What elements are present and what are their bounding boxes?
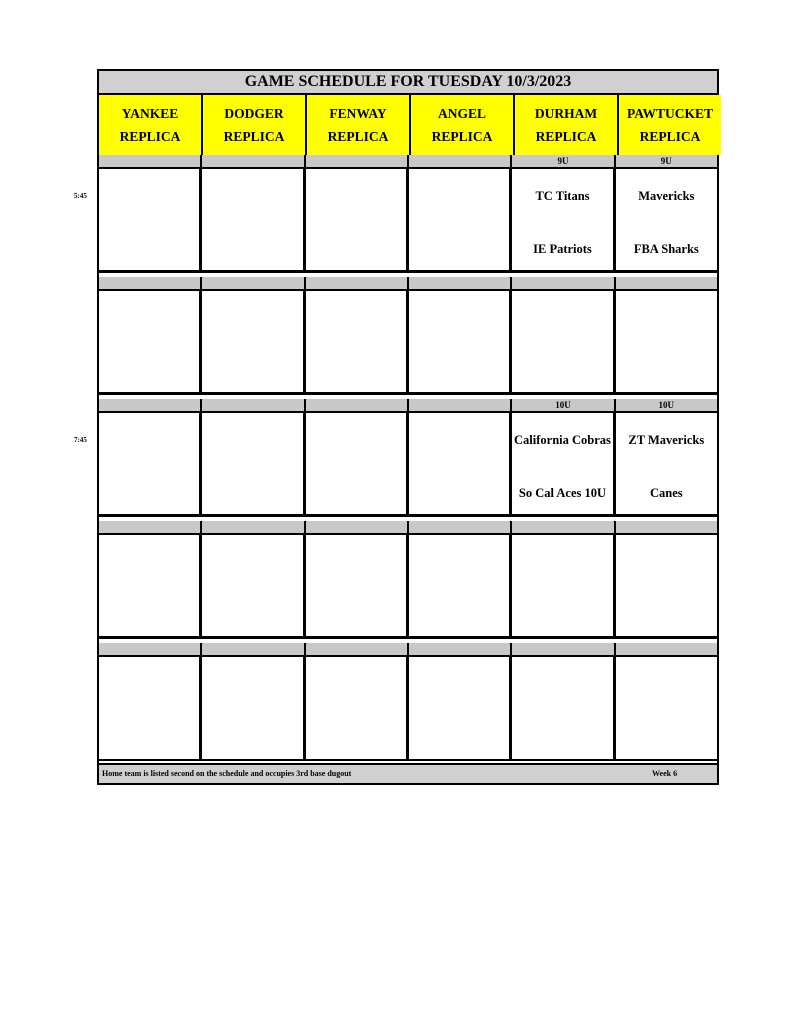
game-cell xyxy=(616,535,717,636)
division-label xyxy=(306,277,407,289)
division-label xyxy=(409,643,510,655)
game-cell xyxy=(202,169,305,270)
game-cell xyxy=(99,291,202,392)
division-label xyxy=(616,277,717,289)
game-cell xyxy=(202,413,305,514)
division-label: 9U xyxy=(512,155,613,167)
division-label: 9U xyxy=(616,155,717,167)
away-team: TC Titans xyxy=(535,189,590,203)
game-cell xyxy=(512,535,615,636)
game-cell xyxy=(512,291,615,392)
field-header-yankee xyxy=(99,95,203,155)
schedule-sheet xyxy=(97,69,719,785)
game-cell xyxy=(616,657,717,759)
field-name: YANKEE xyxy=(121,106,179,121)
division-row xyxy=(99,155,717,167)
field-header-fenway xyxy=(307,95,411,155)
game-cell xyxy=(202,657,305,759)
game-cell xyxy=(409,169,512,270)
field-subtitle: REPLICA xyxy=(535,129,597,144)
division-label xyxy=(99,277,200,289)
game-cell xyxy=(99,535,202,636)
game-cell xyxy=(306,291,409,392)
away-team: California Cobras xyxy=(514,433,611,447)
field-name: DODGER xyxy=(224,106,284,121)
field-header-angel xyxy=(411,95,515,155)
game-cell xyxy=(616,413,717,514)
field-header-pawtucket xyxy=(619,95,721,155)
field-header-durham xyxy=(515,95,619,155)
division-label xyxy=(202,643,303,655)
division-label xyxy=(306,521,407,533)
division-label xyxy=(99,521,200,533)
away-team: Mavericks xyxy=(638,189,695,203)
field-subtitle: REPLICA xyxy=(119,129,181,144)
footer-week: Week 6 xyxy=(652,769,678,778)
field-subtitle: REPLICA xyxy=(639,129,701,144)
game-cell xyxy=(512,169,615,270)
division-label xyxy=(99,643,200,655)
home-team: So Cal Aces 10U xyxy=(518,486,607,500)
game-cell xyxy=(512,657,615,759)
game-slot-row xyxy=(99,411,717,517)
game-slot-row xyxy=(99,167,717,273)
game-cell xyxy=(616,291,717,392)
game-cell xyxy=(306,413,409,514)
game-cell xyxy=(306,535,409,636)
field-subtitle: REPLICA xyxy=(223,129,285,144)
division-label xyxy=(409,155,510,167)
game-cell xyxy=(409,291,512,392)
division-label xyxy=(99,399,200,411)
field-header-row xyxy=(99,95,717,157)
division-row xyxy=(99,643,717,655)
game-cell xyxy=(616,169,717,270)
division-row xyxy=(99,521,717,533)
division-row xyxy=(99,399,717,411)
time-label-first: 5:45 xyxy=(74,192,87,200)
division-label xyxy=(409,521,510,533)
field-name: PAWTUCKET xyxy=(626,106,713,121)
game-cell xyxy=(99,657,202,759)
division-label xyxy=(512,643,613,655)
division-label: 10U xyxy=(512,399,613,411)
game-cell xyxy=(409,657,512,759)
field-name: ANGEL xyxy=(437,106,486,121)
division-label xyxy=(616,643,717,655)
home-team: IE Patriots xyxy=(533,242,592,256)
division-label xyxy=(409,277,510,289)
game-cell xyxy=(306,657,409,759)
division-label xyxy=(306,643,407,655)
footer-note: Home team is listed second on the schedule and occupies 3rd base dugout xyxy=(102,769,352,778)
division-label xyxy=(512,277,613,289)
game-cell xyxy=(99,413,202,514)
game-cell xyxy=(512,413,615,514)
division-label: 10U xyxy=(616,399,717,411)
time-label-second: 7:45 xyxy=(74,436,87,444)
division-label xyxy=(202,521,303,533)
home-team: FBA Sharks xyxy=(633,242,699,256)
field-name: DURHAM xyxy=(534,106,598,121)
division-label xyxy=(512,521,613,533)
game-slot-row xyxy=(99,533,717,639)
home-team: Canes xyxy=(649,486,683,500)
division-row xyxy=(99,277,717,289)
field-header-dodger xyxy=(203,95,307,155)
division-label xyxy=(409,399,510,411)
game-cell xyxy=(409,413,512,514)
field-subtitle: REPLICA xyxy=(327,129,389,144)
division-label xyxy=(306,399,407,411)
game-cell xyxy=(99,169,202,270)
division-label xyxy=(616,521,717,533)
game-cell xyxy=(202,291,305,392)
division-label xyxy=(202,277,303,289)
game-slot-row xyxy=(99,655,717,761)
division-label xyxy=(202,399,303,411)
division-label xyxy=(306,155,407,167)
schedule-title: GAME SCHEDULE FOR TUESDAY 10/3/2023 xyxy=(99,71,717,95)
game-cell xyxy=(306,169,409,270)
game-slot-row xyxy=(99,289,717,395)
game-cell xyxy=(202,535,305,636)
game-cell xyxy=(409,535,512,636)
field-subtitle: REPLICA xyxy=(431,129,493,144)
field-name: FENWAY xyxy=(329,106,387,121)
division-label xyxy=(99,155,200,167)
away-team: ZT Mavericks xyxy=(628,433,705,447)
division-label xyxy=(202,155,303,167)
footer-bar xyxy=(99,763,717,783)
